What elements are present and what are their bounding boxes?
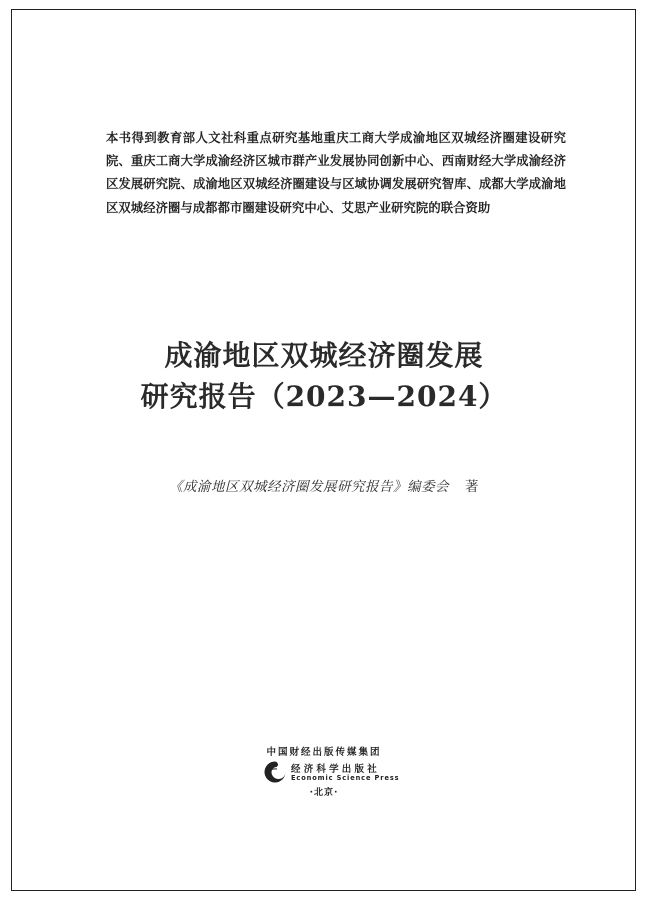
book-title-line-1: 成渝地区双城经济圈发展 (164, 339, 484, 372)
publisher-name-en: Economic Science Press (291, 774, 400, 782)
publisher-group: 中国财经出版传媒集团 (266, 747, 382, 758)
author-line (0, 475, 648, 495)
author-role: 著 (465, 479, 479, 495)
book-title-line-2: 研究报告（2023—2024） (140, 380, 508, 413)
swirl-logo-icon (263, 760, 287, 784)
funding-note: 本书得到教育部人文社科重点研究基地重庆工商大学成渝地区双城经济圈建设研究院、重庆工商大学成渝经济区城市群产业发展协同创新中心、西南财经大学成渝经济区发展研究院、成渝地区双城经济圈建设与区域协调发展研究智库、成都大学成渝地区双城经济圈与成都都市圈建设研究中心、艾思产业研究院的联合资助 (106, 131, 566, 215)
author-name: 《成渝地区双城经济圈发展研究报告》编委会 (169, 479, 449, 495)
publisher-block (263, 760, 413, 788)
publisher-name-cn: 经济科学出版社 (291, 764, 380, 775)
publisher-city: ·北京· (309, 788, 339, 798)
